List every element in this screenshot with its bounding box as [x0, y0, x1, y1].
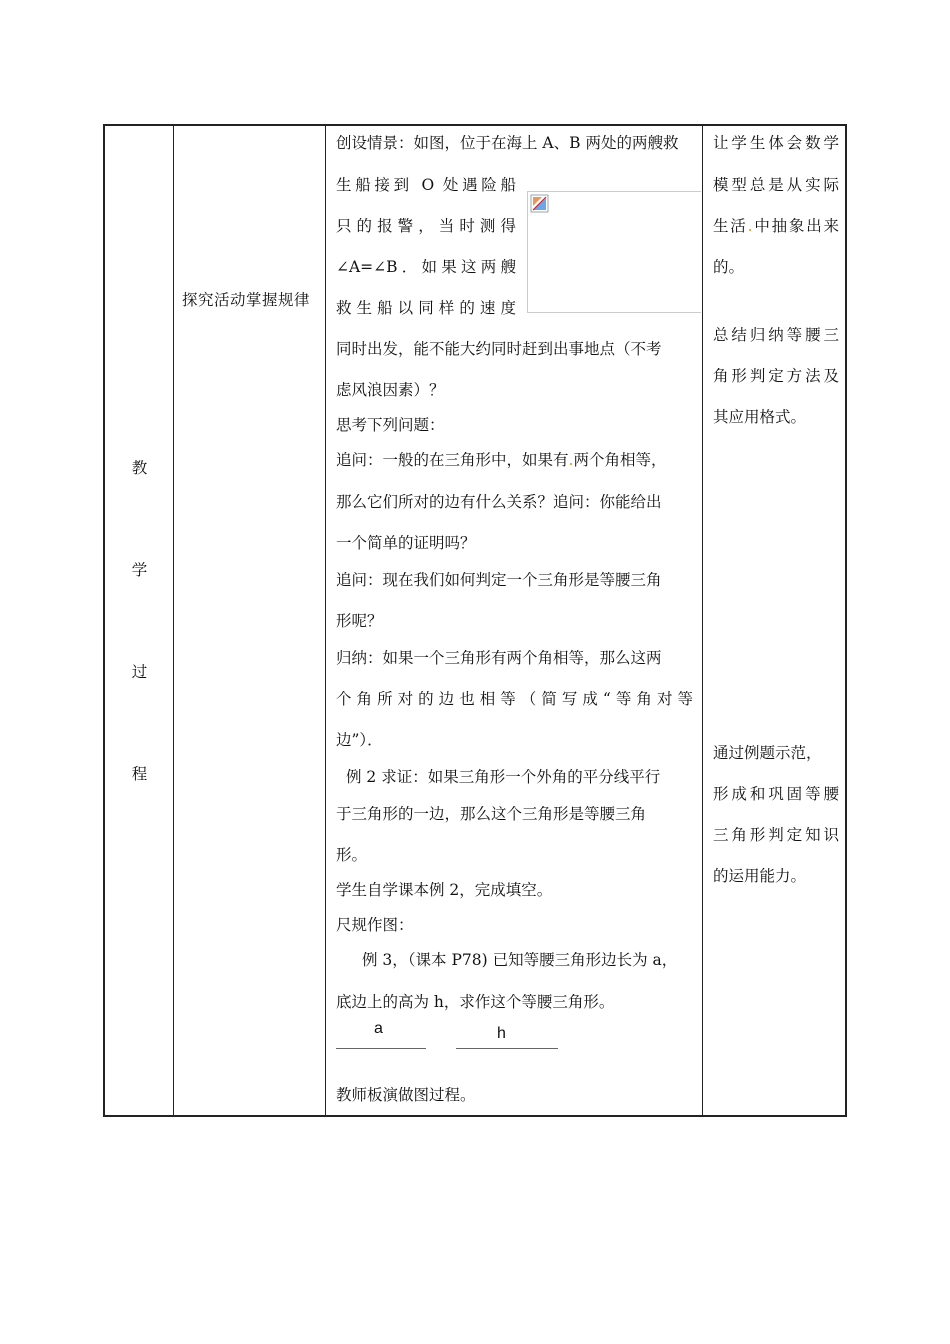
example-line: 底边上的高为 h，求作这个等腰三角形。 — [336, 993, 615, 1011]
scenario-line: 虑风浪因素）？ — [336, 381, 445, 399]
scenario-line: 创设情景：如图，位于在海上 A、B 两处的两艘救 — [336, 134, 679, 152]
segment-a-line — [336, 1048, 426, 1049]
stage-char: 教 — [131, 459, 148, 477]
example-line: 形。 — [336, 846, 368, 864]
example-line: 例 3，（课本 P78) 已知等腰三角形边长为 a， — [362, 951, 678, 969]
segment-column — [174, 126, 324, 1115]
note-line: 的。 — [713, 258, 745, 276]
scenario-line: 同时出发，能不能大约同时赶到出事地点（不考 — [336, 340, 662, 358]
marker-dot: . — [747, 217, 753, 235]
self-study-line: 学生自学课本例 2，完成填空。 — [336, 881, 553, 899]
think-prompt: 思考下列问题： — [336, 416, 445, 434]
segment-h-label: h — [497, 1025, 506, 1042]
example-line: 例 2 求证：如果三角形一个外角的平分线平行 — [346, 768, 661, 786]
column-divider — [702, 126, 703, 1115]
lesson-table — [103, 124, 847, 1117]
scenario-line: 救生船以同样的速度 — [336, 299, 516, 317]
ruler-heading: 尺规作图： — [336, 916, 414, 934]
note-text: 中抽象出来 — [752, 217, 839, 235]
note-line: 总结归纳等腰三 — [713, 326, 839, 344]
question-line: 一个简单的证明吗？ — [336, 534, 476, 552]
stage-char: 程 — [131, 765, 148, 783]
note-line: 的运用能力。 — [713, 867, 807, 885]
question-line: 那么它们所对的边有什么关系？追问：你能给出 — [336, 493, 662, 511]
question-line: 形呢？ — [336, 612, 383, 630]
segment-h-line — [456, 1048, 558, 1049]
stage-char: 学 — [131, 561, 148, 579]
column-divider — [325, 126, 326, 1115]
segment-a-label: a — [374, 1020, 383, 1037]
note-line: 模型总是从实际 — [713, 176, 839, 194]
conclusion-line: 边”）． — [336, 731, 383, 749]
note-line: 通过例题示范， — [713, 744, 822, 762]
conclusion-line: 个角所对的边也相等（简写成“等角对等 — [336, 690, 693, 708]
marker-dot: . — [568, 451, 574, 469]
scenario-figure — [527, 191, 701, 313]
note-line: 形成和巩固等腰 — [713, 785, 839, 803]
note-line — [713, 214, 839, 236]
question-line — [336, 448, 666, 470]
broken-image-icon — [530, 194, 550, 214]
question-text: 两个角相等， — [573, 451, 667, 469]
conclusion-line: 归纳：如果一个三角形有两个角相等，那么这两 — [336, 649, 662, 667]
note-line: 角形判定方法及 — [713, 367, 839, 385]
scenario-line: 只的报警，当时测得 — [336, 217, 516, 235]
example-line: 于三角形的一边，那么这个三角形是等腰三角 — [336, 805, 647, 823]
note-text: 生活 — [713, 217, 748, 235]
teacher-note: 教师板演做图过程。 — [336, 1086, 476, 1104]
question-line: 追问：现在我们如何判定一个三角形是等腰三角 — [336, 571, 662, 589]
note-line: 三角形判定知识 — [713, 826, 839, 844]
note-line: 其应用格式。 — [713, 408, 807, 426]
question-text: 追问：一般的在三角形中，如果有 — [336, 451, 569, 469]
note-line: 让学生体会数学 — [713, 134, 839, 152]
stage-column — [105, 126, 174, 1115]
scenario-line: 生船接到 O 处遇险船 — [336, 176, 516, 194]
stage-char: 过 — [131, 663, 148, 681]
segment-title: 探究活动掌握规律 — [182, 291, 311, 309]
scenario-line: ∠A=∠B．如果这两艘 — [336, 258, 516, 276]
